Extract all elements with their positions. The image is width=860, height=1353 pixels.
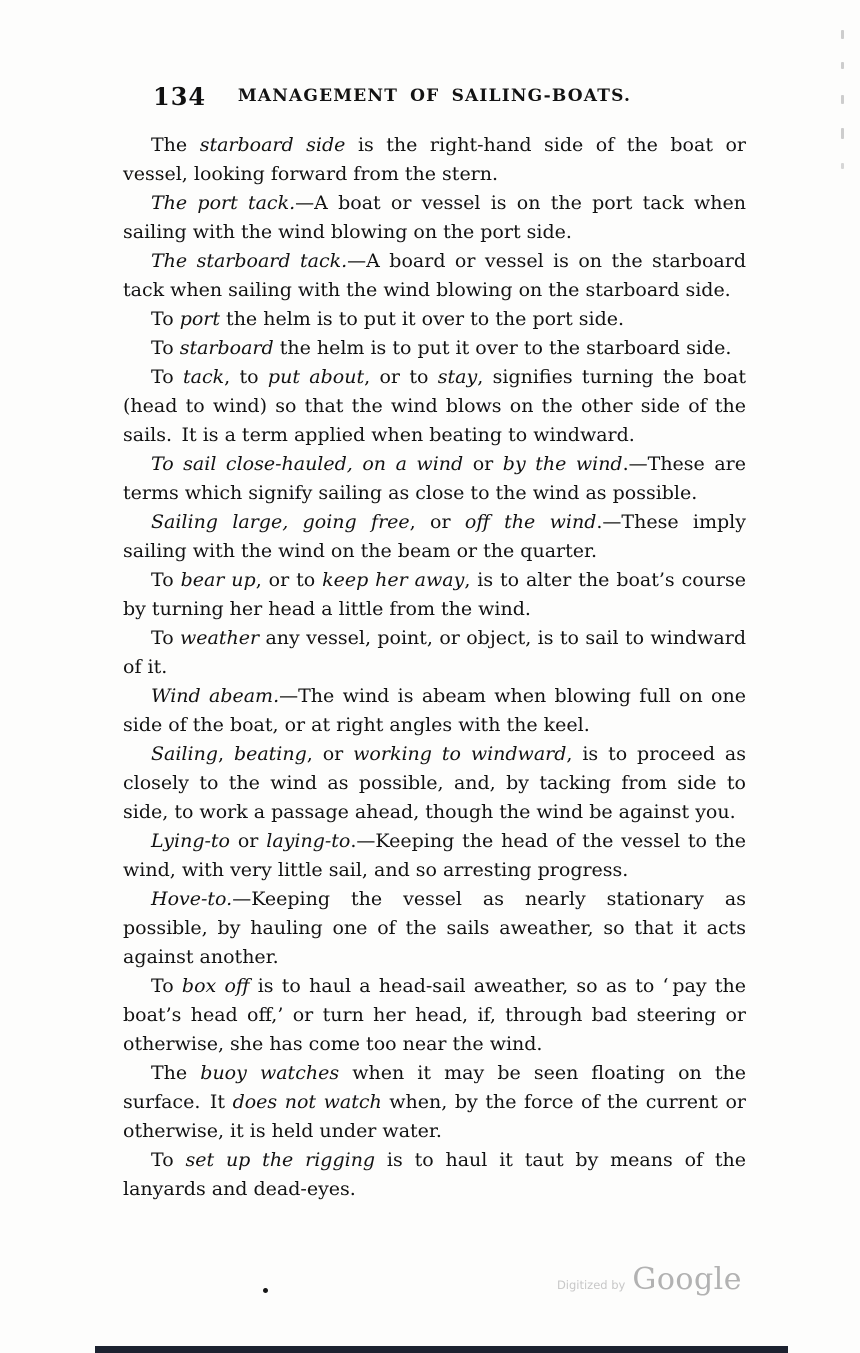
body-text: To xyxy=(151,975,182,997)
body-text: To xyxy=(151,569,181,591)
body-text: the helm is to put it over to the starboard side. xyxy=(273,337,732,359)
italic-term: working to windward xyxy=(353,743,567,765)
page-header xyxy=(123,82,746,110)
scan-edge-mark xyxy=(841,62,844,69)
italic-term: does not watch xyxy=(232,1091,382,1113)
body-text: , signifies turning the boat (head to wind) so that the wind blows on the other side of the sails. It is a term applied when beating to windward. xyxy=(123,366,746,446)
italic-term: laying-to xyxy=(266,830,351,852)
paragraph xyxy=(123,682,746,740)
body-text: To xyxy=(151,627,181,649)
page-bottom-edge-bar xyxy=(95,1346,788,1353)
body-text: The xyxy=(151,134,200,156)
body-text: .—Keeping the head of the vessel to the wind, with very little sail, and so arresting progress. xyxy=(123,830,746,881)
body-text: is to haul it taut by means of the lanyards and dead-eyes. xyxy=(123,1149,746,1200)
paragraph xyxy=(123,740,746,827)
italic-term: Wind abeam. xyxy=(151,685,280,707)
italic-term: starboard side xyxy=(199,134,346,156)
paragraph xyxy=(123,363,746,450)
body-text: is the right-hand side of the boat or vessel, looking forward from the stern. xyxy=(123,134,747,185)
body-text: , is to alter the boat’s course by turning her head a little from the wind. xyxy=(123,569,746,620)
italic-term: Lying-to xyxy=(151,830,230,852)
running-title: MANAGEMENT OF SAILING-BOATS. xyxy=(237,86,632,106)
scan-edge-mark xyxy=(841,163,844,169)
body-text: —Keeping the vessel as nearly stationary as possible, by hauling one of the sails aweather, so that it acts against another. xyxy=(123,888,746,968)
italic-term: beating xyxy=(233,743,307,765)
scan-edge-mark xyxy=(841,128,844,139)
scan-speck-dot xyxy=(263,1288,268,1293)
italic-term: by the wind xyxy=(502,453,623,475)
watermark-prefix: Digitized by xyxy=(556,1278,626,1292)
paragraph xyxy=(123,885,746,972)
body-text: , or xyxy=(409,511,465,533)
body-text: The xyxy=(151,1062,201,1084)
body-text: or xyxy=(463,453,503,475)
italic-term: put about xyxy=(267,366,365,388)
paragraph xyxy=(123,189,746,247)
body-text: , or to xyxy=(255,569,323,591)
italic-term: port xyxy=(179,308,221,330)
italic-term: weather xyxy=(180,627,260,649)
paragraph xyxy=(123,624,746,682)
italic-term: box off xyxy=(181,975,250,997)
paragraph xyxy=(123,450,746,508)
italic-term: Hove-to. xyxy=(151,888,233,910)
italic-term: off the wind xyxy=(464,511,597,533)
body-text: —A board or vessel is on the starboard tack when sailing with the wind blowing on the starboard side. xyxy=(123,250,746,301)
google-logo: Google xyxy=(632,1262,742,1297)
paragraph xyxy=(123,1059,746,1146)
body-text: To xyxy=(151,337,180,359)
body-text: , or xyxy=(306,743,354,765)
paragraph xyxy=(123,566,746,624)
body-text: , xyxy=(217,743,234,765)
italic-term: set up the rigging xyxy=(185,1149,376,1171)
body-text: To xyxy=(151,366,183,388)
italic-term: Sailing xyxy=(151,743,218,765)
paragraph xyxy=(123,1146,746,1204)
watermark xyxy=(557,1262,742,1297)
scan-edge-mark xyxy=(841,30,844,39)
italic-term: tack xyxy=(182,366,225,388)
paragraph xyxy=(123,334,746,363)
text-block xyxy=(123,131,746,1204)
italic-term: The starboard tack. xyxy=(151,250,348,272)
body-text: , is to proceed as closely to the wind as possible, and, by tacking from side to side, to work a passage ahead, though the wind be against you. xyxy=(123,743,747,823)
body-text: To xyxy=(151,308,180,330)
paragraph xyxy=(123,827,746,885)
body-text: the helm is to put it over to the port side. xyxy=(220,308,625,330)
italic-term: starboard xyxy=(179,337,274,359)
body-text: , to xyxy=(224,366,268,388)
italic-term: buoy watches xyxy=(200,1062,340,1084)
paragraph xyxy=(123,305,746,334)
body-text: is to haul a head-sail aweather, so as to ‘ pay the boat’s head off,’ or turn her head, if, through bad steering or otherwise, she has come too near the wind. xyxy=(123,975,746,1055)
body-text: To xyxy=(151,1149,186,1171)
italic-term: keep her away xyxy=(322,569,465,591)
italic-term: Sailing large, going free xyxy=(151,511,410,533)
italic-term: stay xyxy=(437,366,478,388)
body-text: —A boat or vessel is on the port tack when sailing with the wind blowing on the port side. xyxy=(123,192,746,243)
body-text: when it may be seen floating on the surface. It xyxy=(123,1062,747,1113)
italic-term: To sail close-hauled, on a wind xyxy=(151,453,464,475)
body-text: .—These imply sailing with the wind on the beam or the quarter. xyxy=(123,511,746,562)
paragraph xyxy=(123,972,746,1059)
page-number: 134 xyxy=(153,82,207,111)
paragraph xyxy=(123,247,746,305)
body-text: when, by the force of the current or otherwise, it is held under water. xyxy=(123,1091,746,1142)
italic-term: bear up xyxy=(180,569,256,591)
scan-edge-mark xyxy=(841,95,844,104)
body-text: or xyxy=(230,830,267,852)
body-text: —The wind is abeam when blowing full on one side of the boat, or at right angles with the keel. xyxy=(123,685,746,736)
italic-term: The port tack. xyxy=(151,192,296,214)
body-text: .—These are terms which signify sailing as close to the wind as possible. xyxy=(123,453,746,504)
body-text: , or to xyxy=(364,366,438,388)
body-text: any vessel, point, or object, is to sail to windward of it. xyxy=(123,627,746,678)
paragraph xyxy=(123,508,746,566)
paragraph xyxy=(123,131,746,189)
